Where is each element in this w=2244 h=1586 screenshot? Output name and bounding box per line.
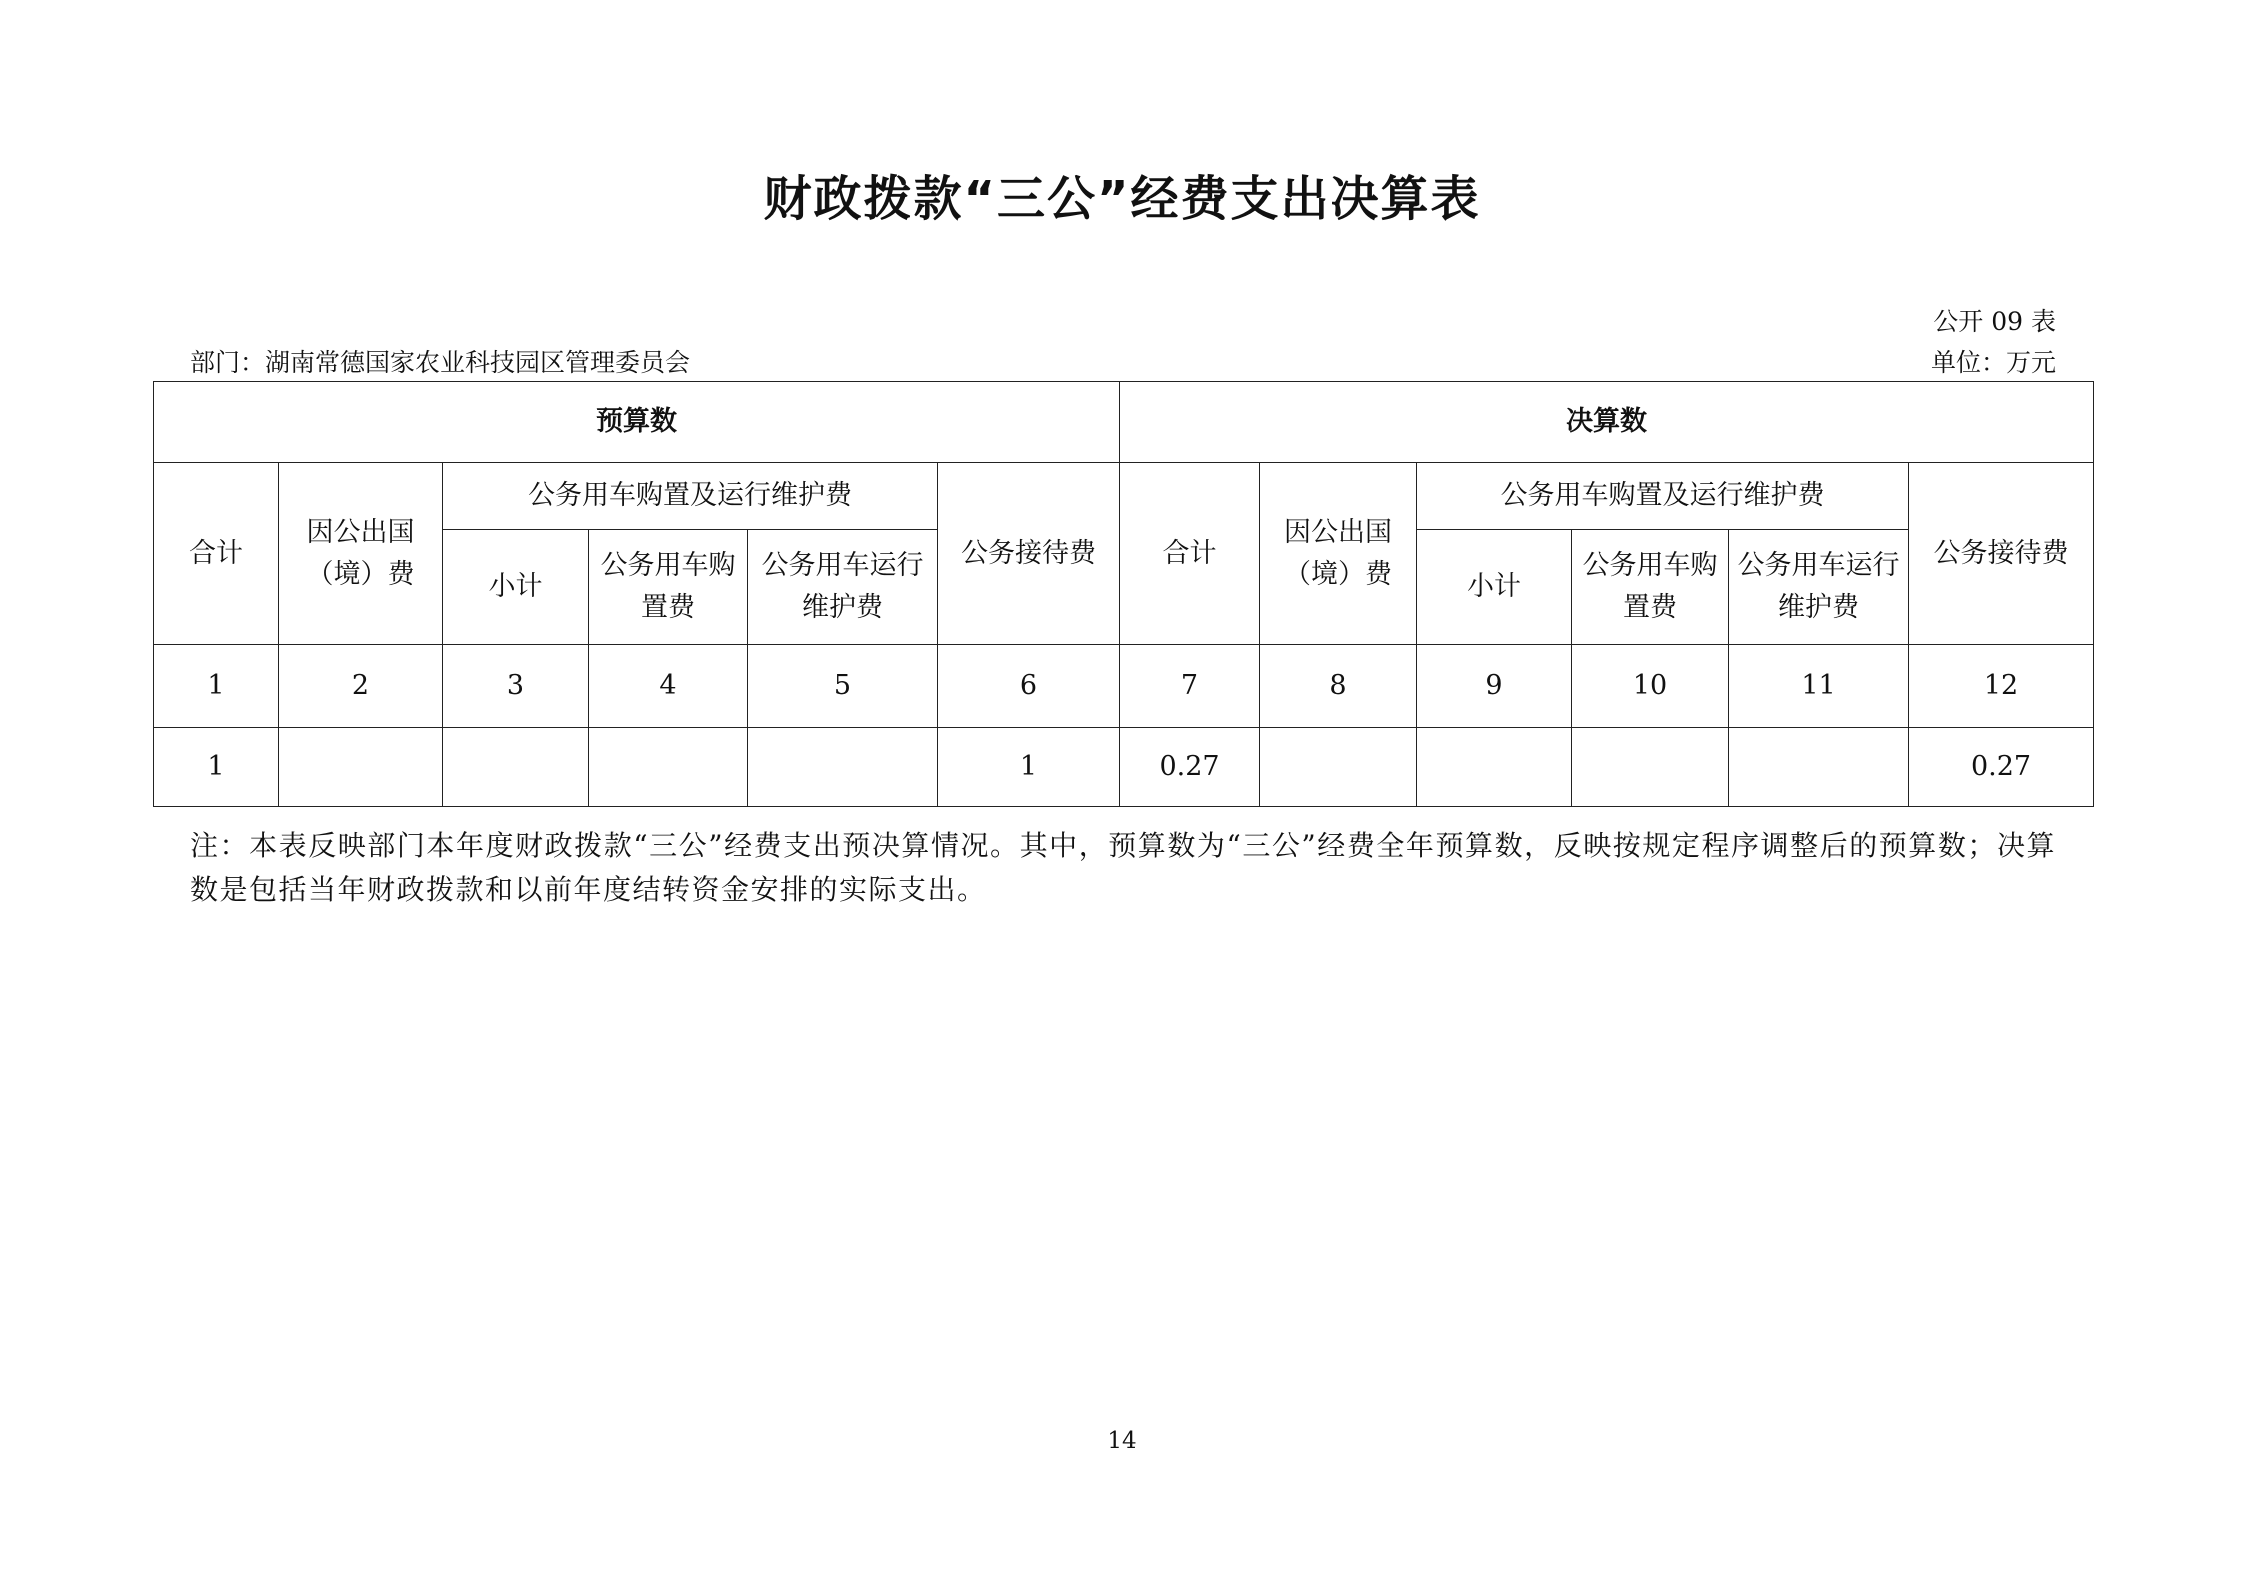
budget-reception-header: 公务接待费 <box>938 463 1120 645</box>
column-number-cell: 4 <box>589 645 748 728</box>
final-abroad-value <box>1260 728 1417 807</box>
budget-vehicle-operation-value <box>748 728 938 807</box>
column-number-cell: 1 <box>154 645 279 728</box>
final-vehicle-operation-value <box>1729 728 1909 807</box>
column-number-cell: 8 <box>1260 645 1417 728</box>
final-reception-value: 0.27 <box>1909 728 2094 807</box>
column-number-cell: 6 <box>938 645 1120 728</box>
data-row <box>154 728 2094 807</box>
budget-total-value: 1 <box>154 728 279 807</box>
unit-label: 单位：万元 <box>1930 348 2056 377</box>
budget-vehicle-group-header: 公务用车购置及运行维护费 <box>443 463 938 530</box>
form-number: 公开 09 表 <box>1933 307 2056 336</box>
page-number: 14 <box>1107 1428 1137 1454</box>
budget-subtotal-header: 小计 <box>443 530 589 645</box>
final-vehicle-purchase-value <box>1572 728 1729 807</box>
table-note: 注：本表反映部门本年度财政拨款“三公”经费支出预决算情况。其中，预算数为“三公”经费全年预算数，反映按规定程序调整后的预算数；决算数是包括当年财政拨款和以前年度结转资金安排的实际支出。 <box>190 829 2056 906</box>
final-vehicle-operation-header: 公务用车运行维护费 <box>1729 530 1909 645</box>
budget-subtotal-value <box>443 728 589 807</box>
column-number-cell: 2 <box>279 645 443 728</box>
final-subtotal-value <box>1417 728 1572 807</box>
budget-abroad-value <box>279 728 443 807</box>
final-header: 决算数 <box>1120 382 2094 463</box>
budget-header: 预算数 <box>154 382 1120 463</box>
column-number-cell: 3 <box>443 645 589 728</box>
column-number-row <box>154 645 2094 728</box>
final-reception-header: 公务接待费 <box>1909 463 2094 645</box>
column-number-cell: 7 <box>1120 645 1260 728</box>
column-number-cell: 12 <box>1909 645 2094 728</box>
page-title: 财政拨款“三公”经费支出决算表 <box>763 171 1481 227</box>
final-total-value: 0.27 <box>1120 728 1260 807</box>
department-label: 部门：湖南常德国家农业科技园区管理委员会 <box>190 348 691 377</box>
column-number-cell: 11 <box>1729 645 1909 728</box>
budget-abroad-header: 因公出国（境）费 <box>279 463 443 645</box>
final-abroad-header: 因公出国（境）费 <box>1260 463 1417 645</box>
budget-vehicle-operation-header: 公务用车运行维护费 <box>748 530 938 645</box>
budget-total-header: 合计 <box>154 463 279 645</box>
final-vehicle-group-header: 公务用车购置及运行维护费 <box>1417 463 1909 530</box>
expense-table <box>153 381 2094 807</box>
column-number-cell: 5 <box>748 645 938 728</box>
final-total-header: 合计 <box>1120 463 1260 645</box>
column-number-cell: 9 <box>1417 645 1572 728</box>
column-header-row <box>154 463 2094 530</box>
group-header-row <box>154 382 2094 463</box>
final-vehicle-purchase-header: 公务用车购置费 <box>1572 530 1729 645</box>
budget-vehicle-purchase-value <box>589 728 748 807</box>
budget-vehicle-purchase-header: 公务用车购置费 <box>589 530 748 645</box>
budget-reception-value: 1 <box>938 728 1120 807</box>
column-number-cell: 10 <box>1572 645 1729 728</box>
final-subtotal-header: 小计 <box>1417 530 1572 645</box>
